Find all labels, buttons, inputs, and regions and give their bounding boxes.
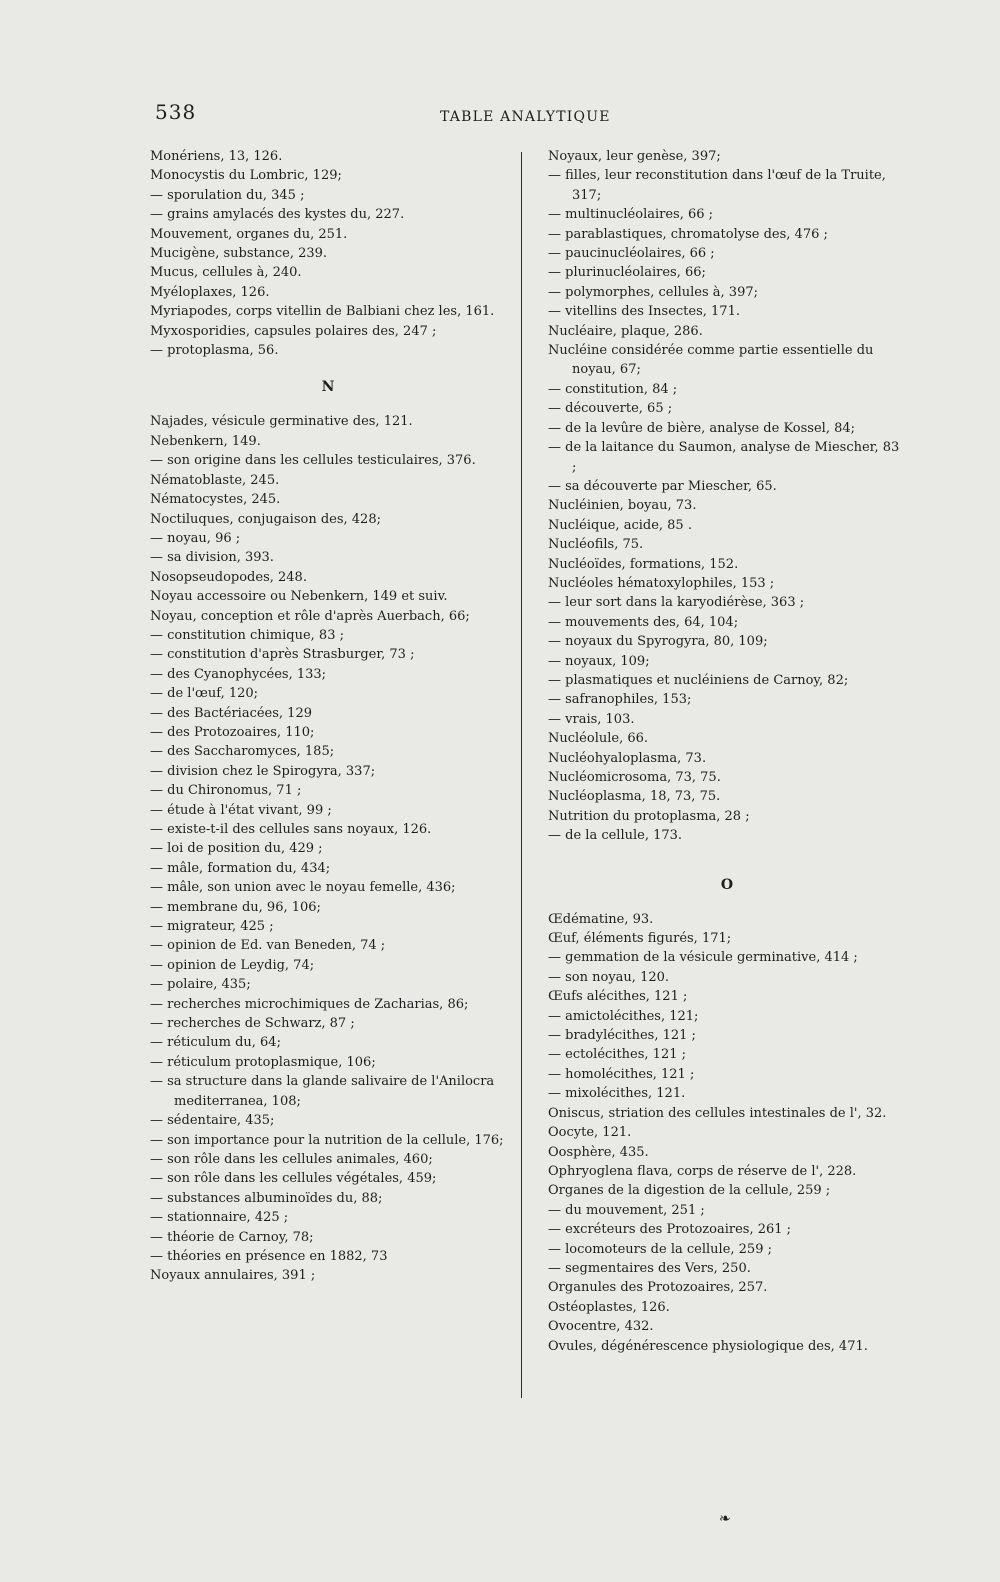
index-entry: — de l'œuf, 120; xyxy=(150,686,259,702)
index-entry: — parablastiques, chromatolyse des, 476 ; xyxy=(548,226,828,242)
index-entry: Noyau accessoire ou Nebenkern, 149 et suiv. xyxy=(150,589,448,605)
index-entry: — mixolécithes, 121. xyxy=(548,1086,686,1102)
index-entry: Oosphère, 435. xyxy=(548,1144,649,1160)
index-entry: — mâle, son union avec le noyau femelle, 436; xyxy=(150,880,456,896)
index-entry: — son origine dans les cellules testiculaires, 376. xyxy=(150,453,476,469)
index-entry: Nucléoplasma, 18, 73, 75. xyxy=(548,789,721,805)
index-entry: Nucléine considérée comme partie essentielle du noyau, 67; xyxy=(548,343,874,378)
end-ornament: ❧ xyxy=(719,1511,731,1527)
index-entry: Nématocystes, 245. xyxy=(150,492,281,508)
index-entry: — sédentaire, 435; xyxy=(150,1113,275,1129)
index-entry: Najades, vésicule germinative des, 121. xyxy=(150,414,413,430)
index-entry: — vrais, 103. xyxy=(548,711,635,727)
index-entry: Œdématine, 93. xyxy=(548,911,654,927)
index-column-right xyxy=(548,147,906,1356)
index-entry: — son rôle dans les cellules animales, 460; xyxy=(150,1151,433,1167)
page-number: 538 xyxy=(155,100,197,124)
index-entry: Noyaux, leur genèse, 397; xyxy=(548,149,721,164)
index-entry: Nucléoïdes, formations, 152. xyxy=(548,556,739,572)
index-entry: — opinion de Leydig, 74; xyxy=(150,957,315,973)
index-entry: — sa structure dans la glande salivaire de l'Anilocra mediterranea, 108; xyxy=(150,1074,495,1109)
index-entry: — réticulum du, 64; xyxy=(150,1035,281,1051)
index-entry: — division chez le Spirogyra, 337; xyxy=(150,763,376,779)
index-entry: Nucléique, acide, 85 . xyxy=(548,517,692,533)
index-entry: — constitution, 84 ; xyxy=(548,381,678,397)
index-entry: Organes de la digestion de la cellule, 259 ; xyxy=(548,1183,831,1199)
index-entry: Nutrition du protoplasma, 28 ; xyxy=(548,808,750,824)
index-entry: — constitution d'après Strasburger, 73 ; xyxy=(150,647,415,663)
index-entry: Nucléaire, plaque, 286. xyxy=(548,323,703,339)
index-entry: — sporulation du, 345 ; xyxy=(150,187,305,203)
index-entry: — protoplasma, 56. xyxy=(150,343,279,359)
running-head: TABLE ANALYTIQUE xyxy=(440,109,611,125)
index-entry: — recherches microchimiques de Zacharias, 86; xyxy=(150,996,469,1012)
index-entry: Myxosporidies, capsules polaires des, 247 ; xyxy=(150,323,437,339)
index-entry: — amictolécithes, 121; xyxy=(548,1008,699,1024)
index-entry: — du mouvement, 251 ; xyxy=(548,1202,705,1218)
index-entry: — théories en présence en 1882, 73 xyxy=(150,1248,388,1264)
entries-m xyxy=(150,147,506,360)
index-entry: — son importance pour la nutrition de la cellule, 176; xyxy=(150,1132,504,1148)
index-entry: Monocystis du Lombric, 129; xyxy=(150,168,342,184)
index-entry: Noyaux annulaires, 391 ; xyxy=(150,1268,316,1284)
index-entry: — théorie de Carnoy, 78; xyxy=(150,1229,314,1245)
index-entry: Monériens, 13, 126. xyxy=(150,149,283,164)
index-entry: Nématoblaste, 245. xyxy=(150,472,280,488)
index-entry: — des Saccharomyces, 185; xyxy=(150,744,335,760)
index-entry: — sa division, 393. xyxy=(150,550,274,566)
index-entry: — des Protozoaires, 110; xyxy=(150,724,315,740)
index-entry: — plurinucléolaires, 66; xyxy=(548,265,706,281)
index-entry: — mouvements des, 64, 104; xyxy=(548,614,739,630)
index-entry: — de la cellule, 173. xyxy=(548,828,683,844)
index-entry: — stationnaire, 425 ; xyxy=(150,1210,289,1226)
entries-o xyxy=(548,910,906,1356)
index-entry: Ostéoplastes, 126. xyxy=(548,1299,670,1315)
index-entry: — safranophiles, 153; xyxy=(548,692,692,708)
index-entry: — filles, leur reconstitution dans l'œuf de la Truite, 317; xyxy=(548,168,886,203)
index-entry: Nucléohyaloplasma, 73. xyxy=(548,750,707,766)
index-entry: — des Cyanophycées, 133; xyxy=(150,666,327,682)
section-letter-n: N xyxy=(321,379,335,396)
index-entry: Nosopseudopodes, 248. xyxy=(150,569,307,585)
index-entry: — étude à l'état vivant, 99 ; xyxy=(150,802,332,818)
index-entry: Œufs alécithes, 121 ; xyxy=(548,989,688,1005)
index-entry: Organules des Protozoaires, 257. xyxy=(548,1280,768,1296)
index-entry: Myéloplaxes, 126. xyxy=(150,284,270,300)
index-entry: Oocyte, 121. xyxy=(548,1125,632,1141)
index-column-left xyxy=(150,147,506,1286)
index-entry: Noyau, conception et rôle d'après Auerbach, 66; xyxy=(150,608,470,624)
index-entry: Nucléofils, 75. xyxy=(548,537,644,553)
index-entry: Mucigène, substance, 239. xyxy=(150,246,328,262)
index-entry: — substances albuminoïdes du, 88; xyxy=(150,1190,383,1206)
index-entry: — de la laitance du Saumon, analyse de Miescher, 83 ; xyxy=(548,440,900,475)
index-entry: — gemmation de la vésicule germinative, 414 ; xyxy=(548,950,858,966)
index-entry: Mouvement, organes du, 251. xyxy=(150,226,348,242)
index-entry: — du Chironomus, 71 ; xyxy=(150,783,302,799)
index-entry: — bradylécithes, 121 ; xyxy=(548,1028,696,1044)
index-entry: Noctiluques, conjugaison des, 428; xyxy=(150,511,381,527)
index-entry: Oniscus, striation des cellules intestinales de l', 32. xyxy=(548,1105,887,1121)
index-entry: Ovules, dégénérescence physiologique des, 471. xyxy=(548,1338,868,1354)
column-divider xyxy=(521,152,522,1398)
index-entry: — polymorphes, cellules à, 397; xyxy=(548,284,758,300)
index-entry: Myriapodes, corps vitellin de Balbiani chez les, 161. xyxy=(150,304,495,320)
index-entry: Ovocentre, 432. xyxy=(548,1319,654,1335)
index-entry: — homolécithes, 121 ; xyxy=(548,1066,695,1082)
index-entry: Nucléolule, 66. xyxy=(548,731,649,747)
index-entry: — son noyau, 120. xyxy=(548,969,670,985)
index-entry: — migrateur, 425 ; xyxy=(150,919,274,935)
index-entry: — excréteurs des Protozoaires, 261 ; xyxy=(548,1222,792,1238)
index-entry: Nucléomicrosoma, 73, 75. xyxy=(548,770,721,785)
index-entry: — constitution chimique, 83 ; xyxy=(150,627,344,643)
index-entry: Nebenkern, 149. xyxy=(150,433,261,449)
index-entry: — existe-t-il des cellules sans noyaux, 126. xyxy=(150,822,432,837)
index-entry: — vitellins des Insectes, 171. xyxy=(548,304,740,320)
index-entry: — sa découverte par Miescher, 65. xyxy=(548,478,777,494)
index-entry: — mâle, formation du, 434; xyxy=(150,860,331,876)
index-entry: — grains amylacés des kystes du, 227. xyxy=(150,207,405,223)
entries-n-continued xyxy=(548,147,906,846)
index-entry: — découverte, 65 ; xyxy=(548,401,673,417)
index-entry: — plasmatiques et nucléiniens de Carnoy, 82; xyxy=(548,672,849,688)
index-entry: Ophryoglena flava, corps de réserve de l', 228. xyxy=(548,1163,857,1179)
index-entry: — noyaux, 109; xyxy=(548,653,650,669)
index-entry: — membrane du, 96, 106; xyxy=(150,899,321,915)
index-entry: — loi de position du, 429 ; xyxy=(150,841,323,857)
index-entry: — leur sort dans la karyodiérèse, 363 ; xyxy=(548,595,805,611)
index-entry: — de la levûre de bière, analyse de Kossel, 84; xyxy=(548,420,856,436)
index-entry: — opinion de Ed. van Beneden, 74 ; xyxy=(150,938,386,954)
index-entry: — paucinucléolaires, 66 ; xyxy=(548,246,715,262)
index-entry: — segmentaires des Vers, 250. xyxy=(548,1260,751,1276)
index-entry: — réticulum protoplasmique, 106; xyxy=(150,1054,376,1070)
index-entry: — multinucléolaires, 66 ; xyxy=(548,207,714,223)
index-entry: — recherches de Schwarz, 87 ; xyxy=(150,1016,355,1032)
index-entry: — ectolécithes, 121 ; xyxy=(548,1047,686,1063)
index-entry: — polaire, 435; xyxy=(150,977,251,993)
index-entry: — son rôle dans les cellules végétales, 459; xyxy=(150,1171,437,1187)
section-letter-o: O xyxy=(720,876,734,893)
index-entry: — locomoteurs de la cellule, 259 ; xyxy=(548,1241,772,1257)
index-entry: Mucus, cellules à, 240. xyxy=(150,265,302,281)
entries-n xyxy=(150,412,506,1285)
index-entry: Nucléinien, boyau, 73. xyxy=(548,498,697,514)
index-entry: — des Bactériacées, 129 xyxy=(150,705,312,721)
index-entry: Œuf, éléments figurés, 171; xyxy=(548,931,732,947)
index-entry: — noyau, 96 ; xyxy=(150,530,241,546)
index-entry: — noyaux du Spyrogyra, 80, 109; xyxy=(548,634,768,650)
index-entry: Nucléoles hématoxylophiles, 153 ; xyxy=(548,575,775,591)
